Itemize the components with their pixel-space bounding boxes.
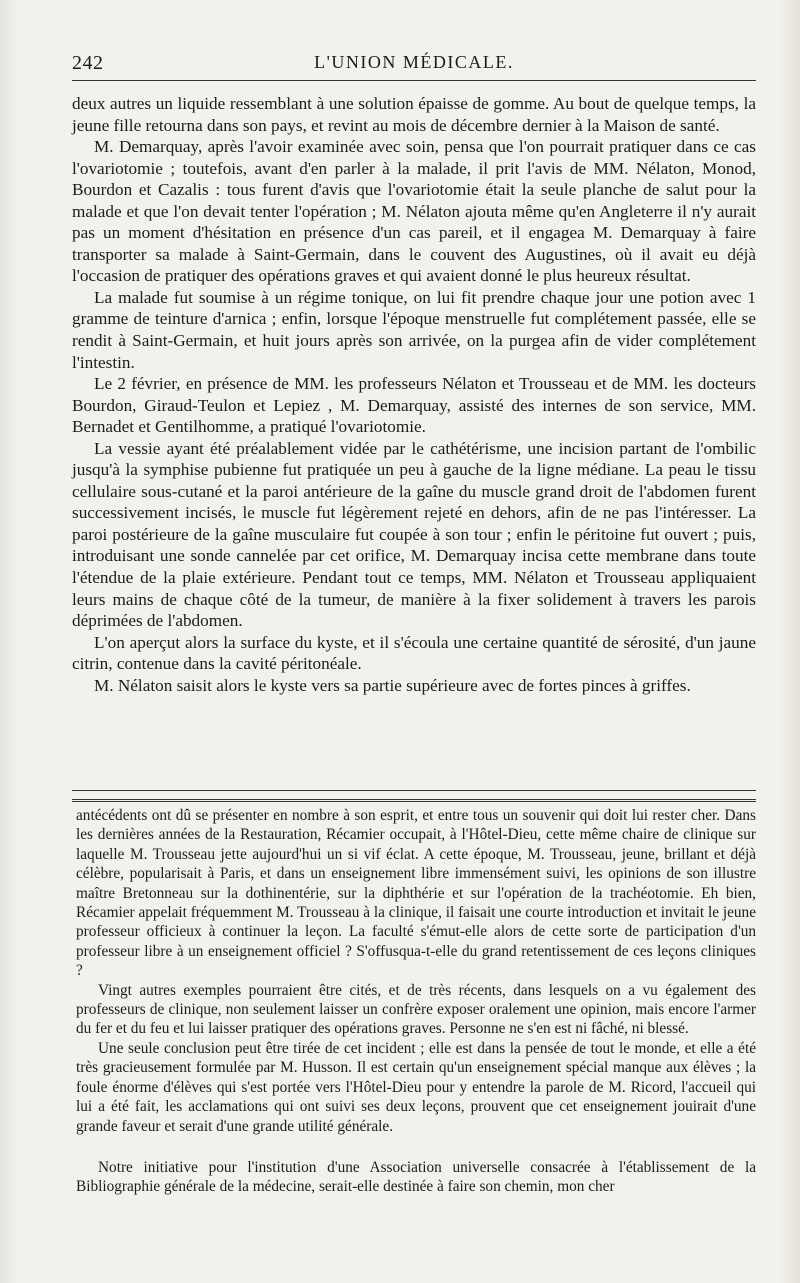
paragraph: La malade fut soumise à un régime tonique, on lui fit prendre chaque jour une potion avec 1 gramme de teinture d'arnica ; enfin, lorsque l'époque menstruelle fut complétement passée, elle se rendit à Saint-Germain, et huit jours après son arrivée, on la purgea afin de vider complétement l'intestin. (72, 287, 756, 372)
main-text (72, 93, 756, 696)
paragraph: M. Nélaton saisit alors le kyste vers sa partie supérieure avec de fortes pinces à griffes. (94, 675, 691, 695)
footnote-separator (72, 790, 756, 802)
footnote-paragraph: Une seule conclusion peut être tirée de cet incident ; elle est dans la pensée de tout le monde, et elle a été très gracieusement formulée par M. Husson. Il est certain qu'un enseignement spécial manque aux élèves ; la foule énorme d'élèves qui s'est portée vers l'Hôtel-Dieu pour y entendre la parole de M. Ricord, l'accueil qui lui a été fait, les acclamations qui ont suivi ses deux leçons, prouvent que cet enseignement jouirait d'une grande faveur et serait d'une grande utilité générale. (76, 1039, 756, 1135)
paragraph: Le 2 février, en présence de MM. les professeurs Nélaton et Trousseau et de MM. les docteurs Bourdon, Giraud-Teulon et Lepiez , M. Demarquay, assisté des internes de son service, MM. Bernadet et Gentilhomme, a pratiqué l'ovariotomie. (72, 374, 756, 437)
header-rule (72, 80, 756, 81)
paragraph: L'on aperçut alors la surface du kyste, et il s'écoula une certaine quantité de sérosité, d'un jaune citrin, contenue dans la cavité péritonéale. (72, 632, 756, 674)
footnote-paragraph: Vingt autres exemples pourraient être cités, et de très récents, dans lesquels on a vu également des professeurs de clinique, non seulement laisser un confrère exposer oralement une opinion, mais encore l'armer du fer et du feu et lui laisser pratiquer des opérations graves. Personne ne s'en est ni fâché, ni blessé. (76, 981, 756, 1038)
page-header (72, 44, 756, 78)
page-number: 242 (72, 52, 104, 74)
paragraph: deux autres un liquide ressemblant à une solution épaisse de gomme. Au bout de quelque temps, la jeune fille retourna dans son pays, et revint au mois de décembre dernier à la Maison de santé. (72, 94, 756, 135)
footnote (76, 806, 756, 1197)
footnote-paragraph: antécédents ont dû se présenter en nombre à son esprit, et entre tous un souvenir qui doit lui rester cher. Dans les dernières années de la Restauration, Récamier occupait, à l'Hôtel-Dieu, cette même chaire de clinique sur laquelle M. Trousseau jette aujourd'hui un si vif éclat. A cette époque, M. Trousseau, jeune, brillant et déjà célèbre, popularisait à Paris, et dans un enseignement libre immensément suivi, les opinions de son illustre maître Bretonneau sur la dothinentérie, sur la diphthérie et sur l'opération de la trachéotomie. Eh bien, Récamier appelait fréquemment M. Trousseau à la clinique, il faisait une courte introduction et invitait le jeune professeur officieux à continuer la leçon. La faculté s'émut-elle alors de cette sorte de participation d'un professeur libre à un enseignement officiel ? S'offusqua-t-elle du grand retentissement de ces leçons cliniques ? (76, 807, 756, 980)
running-title: L'UNION MÉDICALE. (314, 52, 514, 72)
paragraph: La vessie ayant été préalablement vidée par le cathétérisme, une incision partant de l'ombilic jusqu'à la symphise pubienne fut pratiquée un peu à gauche de la ligne médiane. La peau le tissu cellulaire sous-cutané et la paroi antérieure de la gaîne du muscle grand droit de l'abdomen furent successivement incisés, le muscle fut légèrement rejeté en dehors, afin de ne pas l'intéresser. La paroi postérieure de la gaîne musculaire fut coupée à son tour ; enfin le péritoine fut ouvert ; puis, introduisant une sonde cannelée par cet orifice, M. Demarquay incisa cette membrane dans toute l'étendue de la plaie extérieure. Pendant tout ce temps, MM. Nélaton et Trousseau appliquaient leurs mains de chaque côté de la tumeur, de manière à la fixer solidement à travers les parois déprimées de l'abdomen. (72, 438, 756, 631)
footnote-paragraph: Notre initiative pour l'institution d'une Association universelle consacrée à l'établissement de la Bibliographie générale de la médecine, serait-elle destinée à faire son chemin, mon cher (76, 1158, 756, 1196)
paragraph: M. Demarquay, après l'avoir examinée avec soin, pensa que l'on pourrait pratiquer dans ce cas l'ovariotomie ; toutefois, avant d'en parler à la malade, il prit l'avis de MM. Nélaton, Monod, Bourdon et Cazalis : tous furent d'avis que l'ovariotomie était la seule planche de salut pour la malade et que l'on devait tenter l'opération ; M. Nélaton ajouta même qu'en Angleterre il n'y aurait pas un moment d'hésitation en présence d'un cas pareil, et il engagea M. Demarquay à faire transporter sa malade à Saint-Germain, dans le couvent des Augustines, où il avait eu déjà l'occasion de pratiquer des opérations graves et qui avaient donné le plus heureux résultat. (72, 137, 756, 286)
